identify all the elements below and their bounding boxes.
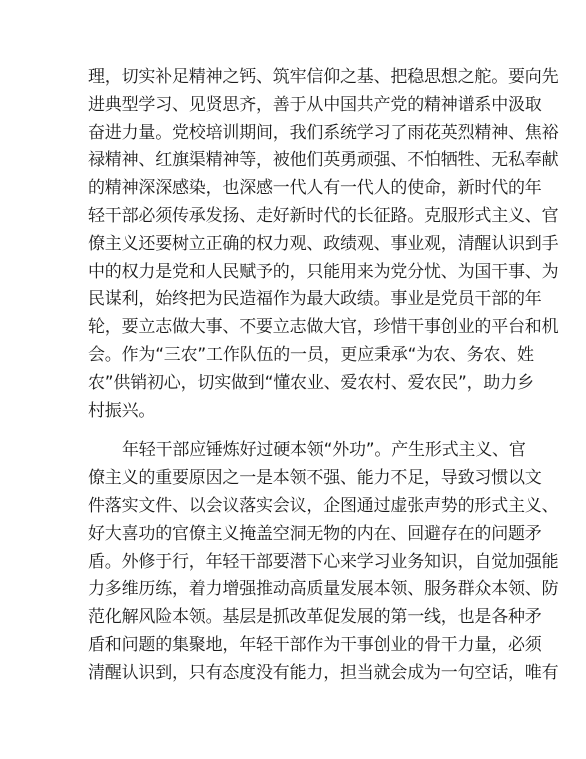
paragraph-1-line: 中的权力是党和人民赋予的，只能用来为党分忧、为国干事、为 xyxy=(88,261,559,282)
paragraph-1-line: 轮，要立志做大事、不要立志做大官，珍惜干事创业的平台和机 xyxy=(88,317,559,338)
paragraph-2-line: 僚主义的重要原因之一是本领不强、能力不足，导致习惯以文 xyxy=(88,468,542,489)
paragraph-1-line: 禄精神、红旗渠精神等，被他们英勇顽强、不怕牺牲、无私奉献 xyxy=(88,150,559,171)
document-body xyxy=(88,64,559,688)
paragraph-1-line: 轻干部必须传承发扬、走好新时代的长征路。克服形式主义、官 xyxy=(88,205,559,226)
paragraph-1-line: 民谋利，始终把为民造福作为最大政绩。事业是党员干部的年 xyxy=(88,289,542,310)
paragraph-2-line: 范化解风险本领。基层是抓改革促发展的第一线，也是各种矛 xyxy=(88,607,542,628)
paragraph-2-line: 好大喜功的官僚主义掩盖空洞无物的内在、回避存在的问题矛 xyxy=(88,523,542,544)
paragraph-2-line: 盾。外修于行，年轻干部要潜下心来学习业务知识，自觉加强能 xyxy=(88,551,559,572)
paragraph-2-line: 年轻干部应锤炼好过硬本领“外功”。产生形式主义、官 xyxy=(122,440,526,461)
paragraph-1-line: 农”供销初心，切实做到“懂农业、爱农村、爱农民”，助力乡 xyxy=(88,372,534,393)
paragraph-2 xyxy=(88,437,559,687)
paragraph-1-line: 的精神深深感染，也深感一代人有一代人的使命，新时代的年 xyxy=(88,178,542,199)
paragraph-spacer xyxy=(88,425,506,437)
paragraph-1-line: 进典型学习、见贤思齐，善于从中国共产党的精神谱系中汲取 xyxy=(88,94,542,115)
paragraph-1-line: 村振兴。 xyxy=(88,400,156,421)
paragraph-1-line: 奋进力量。党校培训期间，我们系统学习了雨花英烈精神、焦裕 xyxy=(88,122,559,143)
paragraph-2-line: 力多维历练，着力增强推动高质量发展本领、服务群众本领、防 xyxy=(88,579,559,600)
paragraph-1-line: 理，切实补足精神之钙、筑牢信仰之基、把稳思想之舵。要向先 xyxy=(88,67,559,87)
paragraph-2-line: 盾和问题的集聚地，年轻干部作为干事创业的骨干力量，必须 xyxy=(88,634,542,655)
paragraph-1 xyxy=(88,64,559,425)
paragraph-1-line: 僚主义还要树立正确的权力观、政绩观、事业观，清醒认识到手 xyxy=(88,233,559,254)
paragraph-2-line: 件落实文件、以会议落实会议，企图通过虚张声势的形式主义、 xyxy=(88,495,559,516)
paragraph-1-line: 会。作为“三农”工作队伍的一员，更应秉承“为农、务农、姓 xyxy=(88,344,534,365)
paragraph-2-line: 清醒认识到，只有态度没有能力，担当就会成为一句空话，唯有 xyxy=(88,662,559,683)
